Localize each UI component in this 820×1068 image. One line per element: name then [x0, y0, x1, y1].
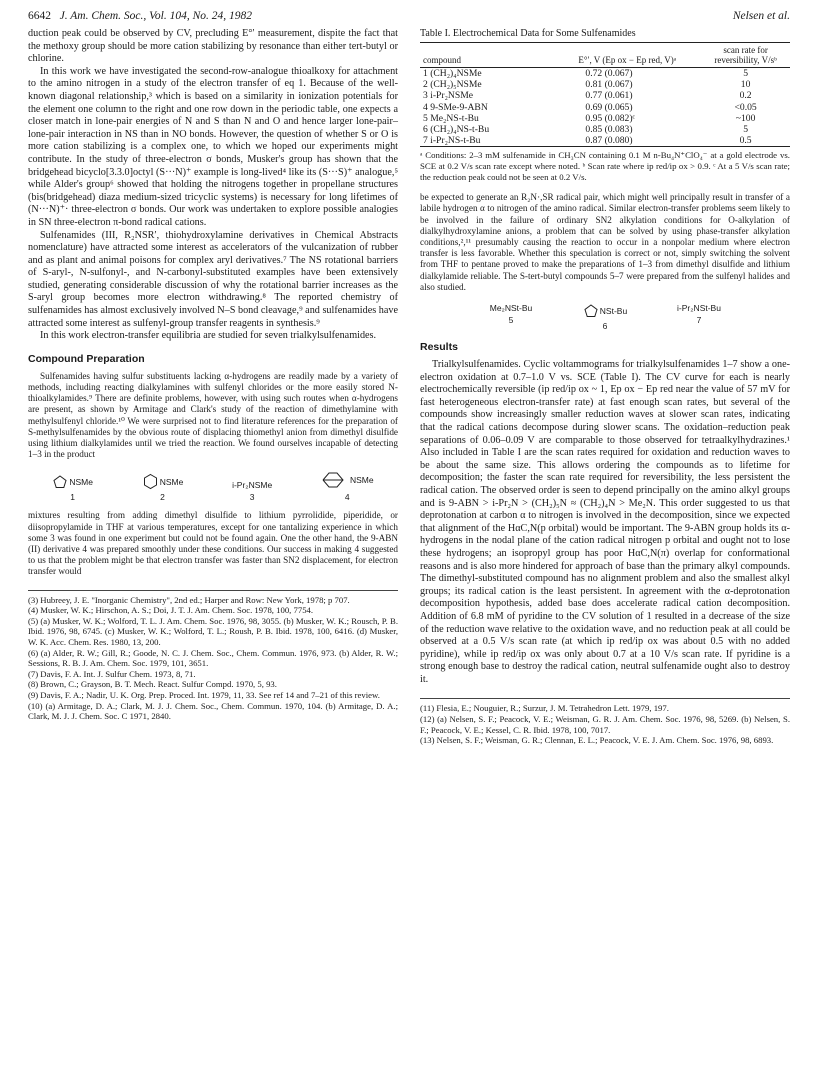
reference-item: (8) Brown, C.; Grayson, B. T. Mech. React. Sulfur Compd. 1970, 5, 93.: [28, 679, 277, 690]
table-cell: 10: [740, 79, 751, 91]
table-cell: 0.95 (0.082)ᶜ: [585, 112, 636, 124]
table-row: [420, 79, 790, 90]
paragraph: In this work electron-transfer equilibria are studied for seven trialkylsulfenamides.: [40, 330, 377, 342]
paragraph: Trialkylsulfenamides. Cyclic voltammograms for trialkylsulfenamides 1–7 show a one-electron oxidation at 0.7–1.0 V vs. SCE (Table I). The CV curve for each is nearly electrochemically reversible (ip red/ip ox ~ 1, Ep ox − Ep red near the value of 57 mV for fast heterogeneous electron-transfer rate) at fast enough scan rates, but several of the compounds show increasingly smaller reduction waves at slower scan rates, indicating that the radical cations decompose during slower scans. The oxidation–reduction peak separations of 0.06–0.09 V are comparable to those observed for tetraalkylhydrazines.¹ Also included in Table I are the scan rates required for oxidation and reduction waves to be about the same size. This allows ordering the compounds as to lifetime for decomposition; the faster the scan rate required for reversibility, the less persistent the radical cation. The observed order is seen to depend principally on the amino alkyl groups and is 9-ABN > i-Pr₂N > (CH₂)₅N ≈ (CH₂)₄N > Me₂N. This order suggested to us that deprotonation at carbon α to nitrogen is involved in the decomposition, since we expected that alignment of the HαC,N(p orbital) would be important. The 9-ABN group holds its α-hydrogens in the nodal plane of the cation radical nitrogen p orbital and ought not to lose these hydrogens; an isopropyl group has poor HαC,N(π) overlap for conformational reasons and is also more hindered for approach of base than the primary alkyl compounds. The dimethyl-substituted compound has no alignment problem and also the smallest alkyl groups; its radical cation is the least persistent. In agreement with the α-deprotonation decomposition hypothesis, added base does accelerate radical cation decomposition. Addition of 6.8 mM of pyridine to the CV solution of 1 resulted in a decrease of the size of the reduction wave relative to the oxidation wave, and no reduction peak at all could be observed at a 0.5 V/s scan rate (at which ip red/ip ox was about 0.5 with no added pyridine), while ip red/ip ox was only about 0.7 at a 10 V/s scan rate. If pyridine is a strong enough base to destroy the radical cation, neutral sulfenamide ought also to destroy it.: [420, 359, 790, 685]
table-cell: 0.5: [739, 135, 752, 147]
running-head: [28, 10, 790, 22]
pyrrolidine-ring-icon: [583, 303, 599, 319]
reference-item: (6) (a) Alder, R. W.; Gill, R.; Goode, N. C. J. Chem. Soc., Chem. Commun. 1976, 973. (b) Alder, R. W.; Sessions, R. B. J. Am. Chem. Soc. 1979, 101, 3651.: [28, 647, 398, 669]
reference-item: (11) Flesia, E.; Nouguier, R.; Surzur, J. M. Tetrahedron Lett. 1979, 197.: [420, 703, 669, 714]
table-cell: 6 (CH₂)₄NS-t-Bu: [423, 124, 490, 136]
table-cell: 0.72 (0.067): [585, 68, 633, 79]
paragraph: Sulfenamides (III, R₂NSR′, thiohydroxylamine derivatives in Chemical Abstracts nomenclature) have attracted some interest as accelerators of the vulcanization of rubber and as plant and animal poisons for complex aryl derivatives.⁷ The NS rotational barriers of S-aryl-, N-sulfonyl-, and N-carbonyl-substituted examples have been extensively studied, generating considerable discussion of why the rotational barrier increases as the S-aryl group becomes more electron withdrawing.⁸ The reported chemistry of sulfenamides has almost exclusively involved N–S bond cleavage,⁹ and sulfenamides have attracted some interest as sulfenyl-group transfer reagents in synthesis.⁹: [28, 229, 398, 329]
running-head-left: [28, 10, 252, 22]
structure-label: i-Pr₂NSMe: [232, 480, 273, 491]
compound-number: 1: [70, 492, 76, 503]
structure-2: [142, 473, 184, 502]
table-row: [420, 102, 790, 113]
paragraph: Sulfenamides having sulfur substituents lacking α-hydrogens are readily made by a variety of methods, including reacting dialkylamines with sulfenyl chlorides or the more easily stored N-thioalkylamides.⁹ There are definite problems, however, with using such routes when α-hydrogens are present, as shown by Armitage and Clark's study of the reaction of dimethylamine with methylsulfenyl chloride.¹⁰ We were surprised not to find literature references for the preparation of S-methylsulfenamides by the obvious route of displacing thiomethyl anion from dimethyl disulfide using lithium dialkylamides until we tried the reaction. We found ourselves incapable of detecting 1–3 in the product: [28, 370, 398, 460]
structure-7: [669, 303, 729, 331]
table-cell: <0.05: [734, 101, 757, 113]
reference-item: (10) (a) Armitage, D. A.; Clark, M. J. J. Chem. Soc., Chem. Commun. 1970, 104. (b) Armitage, D. A.; Clark, M. J. J. Chem. Soc. C 1971, 2840.: [28, 700, 398, 722]
table-cell: 5: [743, 68, 748, 79]
table-cell: 4 9-SMe-9-ABN: [423, 101, 488, 113]
table-row: [420, 135, 790, 147]
piperidine-ring-icon: [142, 473, 159, 490]
table-cell: 3 i-Pr₂NSMe: [423, 90, 473, 102]
structure-6: [575, 303, 635, 331]
table-cell: 5: [743, 124, 748, 136]
left-column: [28, 28, 398, 722]
paragraph: mixtures resulting from adding dimethyl disulfide to lithium pyrrolidide, piperidide, or diisopropylamide in THF at various temperatures, except for one tantalizing experience in which some 3 was found in one experiment but could not be found again. One the other hand, the 9-ABN (II) derivative 4 was prepared smoothly under these conditions. Our success in making 4 suggested to us that the problem might be that electron transfer was faster than SN2 displacement, for electron transfer would: [28, 510, 398, 577]
table-cell: 0.85 (0.083): [585, 124, 633, 136]
table-caption: Table I. Electrochemical Data for Some Sulfenamides: [420, 28, 636, 39]
table-cell: ~100: [735, 112, 756, 124]
data-table: [420, 42, 790, 147]
structure-row: [28, 470, 398, 502]
journal-citation: J. Am. Chem. Soc., Vol. 104, No. 24, 1982: [59, 10, 253, 22]
table-cell: 2 (CH₂)₅NSMe: [423, 79, 482, 91]
structure-label: NSt-Bu: [599, 306, 628, 317]
table-cell: 7 i-Pr₂NS-t-Bu: [423, 135, 481, 147]
structure-label: NSMe: [69, 477, 93, 488]
bicyclic-abn-icon: [321, 470, 349, 490]
reference-item: (5) (a) Musker, W. K.; Wolford, T. L. J. Am. Chem. Soc. 1976, 98, 3055. (b) Musker, W. K.; Rousch, P. B. Ibid. 1976, 98, 6745. (c) Musker, W. K.; Wolford, T. L.; Roush, P. B. Ibid. 1978, 100, 6416. (d) Musker, W. K. Acc. Chem. Res. 1980, 13, 200.: [28, 615, 398, 648]
page-number: 6642: [28, 10, 51, 22]
reference-item: (3) Hubreey, J. E. "Inorganic Chemistry", 2nd ed.; Harper and Row: New York, 1978; p 707.: [28, 594, 350, 605]
compound-number: 5: [508, 315, 514, 326]
footnote-references: [28, 590, 398, 722]
column-header-e: E°′, V (Ep ox − Ep red, V)ᵃ: [575, 43, 701, 68]
structure-3: [232, 480, 272, 502]
structure-label: Me₂NSt-Bu: [489, 303, 533, 314]
table-cell: 5 Me₂NS-t-Bu: [423, 112, 479, 124]
table-cell: 0.2: [739, 90, 752, 102]
section-heading: Results: [420, 341, 458, 354]
structure-4: [321, 470, 374, 502]
structure-1: [52, 474, 93, 502]
table-cell: 0.87 (0.080): [585, 135, 633, 147]
table-cell: 1 (CH₂)₄NSMe: [423, 68, 482, 79]
column-header-rate: scan rate for reversibility, V/sᵇ: [701, 43, 790, 68]
section-heading: Compound Preparation: [28, 352, 145, 365]
structure-row: [420, 303, 790, 331]
reference-item: (12) (a) Nelsen, S. F.; Peacock, V. E.; Weisman, G. R. J. Am. Chem. Soc. 1976, 98, 5269. (b) Nelsen, S. F.; Peacock, V. E.; Kessel, C. R. Ibid. 1978, 100, 7017.: [420, 714, 790, 735]
compound-number: 4: [344, 492, 350, 503]
compound-number: 7: [696, 315, 702, 326]
reference-item: (13) Nelsen, S. F.; Weisman, G. R.; Clennan, E. L.; Peacock, V. E. J. Am. Chem. Soc. 1976, 98, 6893.: [420, 735, 774, 746]
reference-item: (9) Davis, F. A.; Nadir, U. K. Org. Prep. Proced. Int. 1979, 11, 33. See ref 14 and 7–21 of this review.: [28, 690, 380, 701]
table-row: [420, 68, 790, 80]
table-footnotes: ᵃ Conditions: 2–3 mM sulfenamide in CH₃CN containing 0.1 M n-Bu₄N⁺ClO₄⁻ at a gold electrode vs. SCE at 0.2 V/s scan rate except where noted. ᵇ Scan rate where ip red/ip ox > 0.9. ᶜ At a 5 V/s scan rate; the reduction peak could not be seen at 0.2 V/s.: [420, 150, 790, 182]
column-header-compound: compound: [420, 43, 575, 68]
compound-number: 2: [160, 492, 165, 503]
paragraph: be expected to generate an R₂N·,SR radical pair, which might well principally result in transfer of a labile hydrogen α to nitrogen of the amino radical. Similar electron-transfer problems seem likely to be involved in the failure of ordinary SN2 alkylation conditions for O-alkylation of dialkylhydroxylamine anions, a problem that can be solved by using phase-transfer alkylation conditions,²,¹¹ presumably causing the reaction to occur in a nonpolar medium where electron transfer is less favorable. Whether this speculation is correct or not, simply switching the solvent from THF to pentane proved to make the preparations of 1–3 from dimethyl disulfide and lithium dialkylamide reliable. The S-tert-butyl compounds 5–7 were prepared from the sulfenyl halides and also studied.: [420, 192, 790, 292]
running-head-authors: Nelsen et al.: [732, 10, 790, 22]
reference-item: (4) Musker, W. K.; Hirschon, A. S.; Doi, J. T. J. Am. Chem. Soc. 1978, 100, 7754.: [28, 605, 314, 616]
table-cell: 0.77 (0.061): [585, 90, 633, 102]
table-cell: 0.81 (0.067): [585, 79, 633, 91]
compound-number: 3: [249, 492, 255, 503]
reference-item: (7) Davis, F. A. Int. J. Sulfur Chem. 1973, 8, 71.: [28, 668, 196, 679]
table-cell: 0.69 (0.065): [585, 101, 633, 113]
footnote-references: [420, 698, 790, 745]
paragraph: duction peak could be observed by CV, precluding E°′ measurement, dispite the fact that the methoxy group should be more cation stabilizing by resonance than either tert-butyl or chlorine.: [28, 28, 398, 65]
structure-label: i-Pr₂NSt-Bu: [677, 303, 721, 314]
structure-label: NSMe: [159, 476, 184, 487]
table-row: [420, 124, 790, 135]
structure-5: [481, 303, 541, 331]
paragraph: In this work we have investigated the second-row-analogue thioalkoxy for attachment to the amino nitrogen in a study of the electron transfer of eq 1. Because of the well-known diagonal relationship,³ which is based on a similarity in ionization potentials for the element one column to the right and one row down in the periodic table, one expects a closer match in lone-pair energies of N and S than N and O and hence larger lone-pair–lone-pair interaction in NS than in NO bonds. However, the question of whether S or O is more cation stabilizing is a complex one, to which we hoped our experiments might contribute. In the study of three-electron σ bonds, Musker's group has shown that the bridgehead bicyclo[3.3.0]octyl (S···N)⁺ example is long-lived⁴ like its (S···S)⁺ analogue,⁵ while Alder's group⁶ showed that holding the nitrogens together in propellane structures (bis(bridgehead) diaza medium-sized tricyclic systems) is necessary for long lifetimes of (N···N)⁺· three-electron σ bonds. Our work was undertaken to explore possible analogies in SN three-electron π-bond radical cations.: [28, 65, 398, 228]
table-row: [420, 90, 790, 101]
table-row: [420, 113, 790, 124]
right-column: [420, 28, 790, 746]
pyrrolidine-ring-icon: [52, 474, 68, 490]
compound-number: 6: [602, 321, 608, 332]
structure-label: NSMe: [349, 475, 374, 486]
